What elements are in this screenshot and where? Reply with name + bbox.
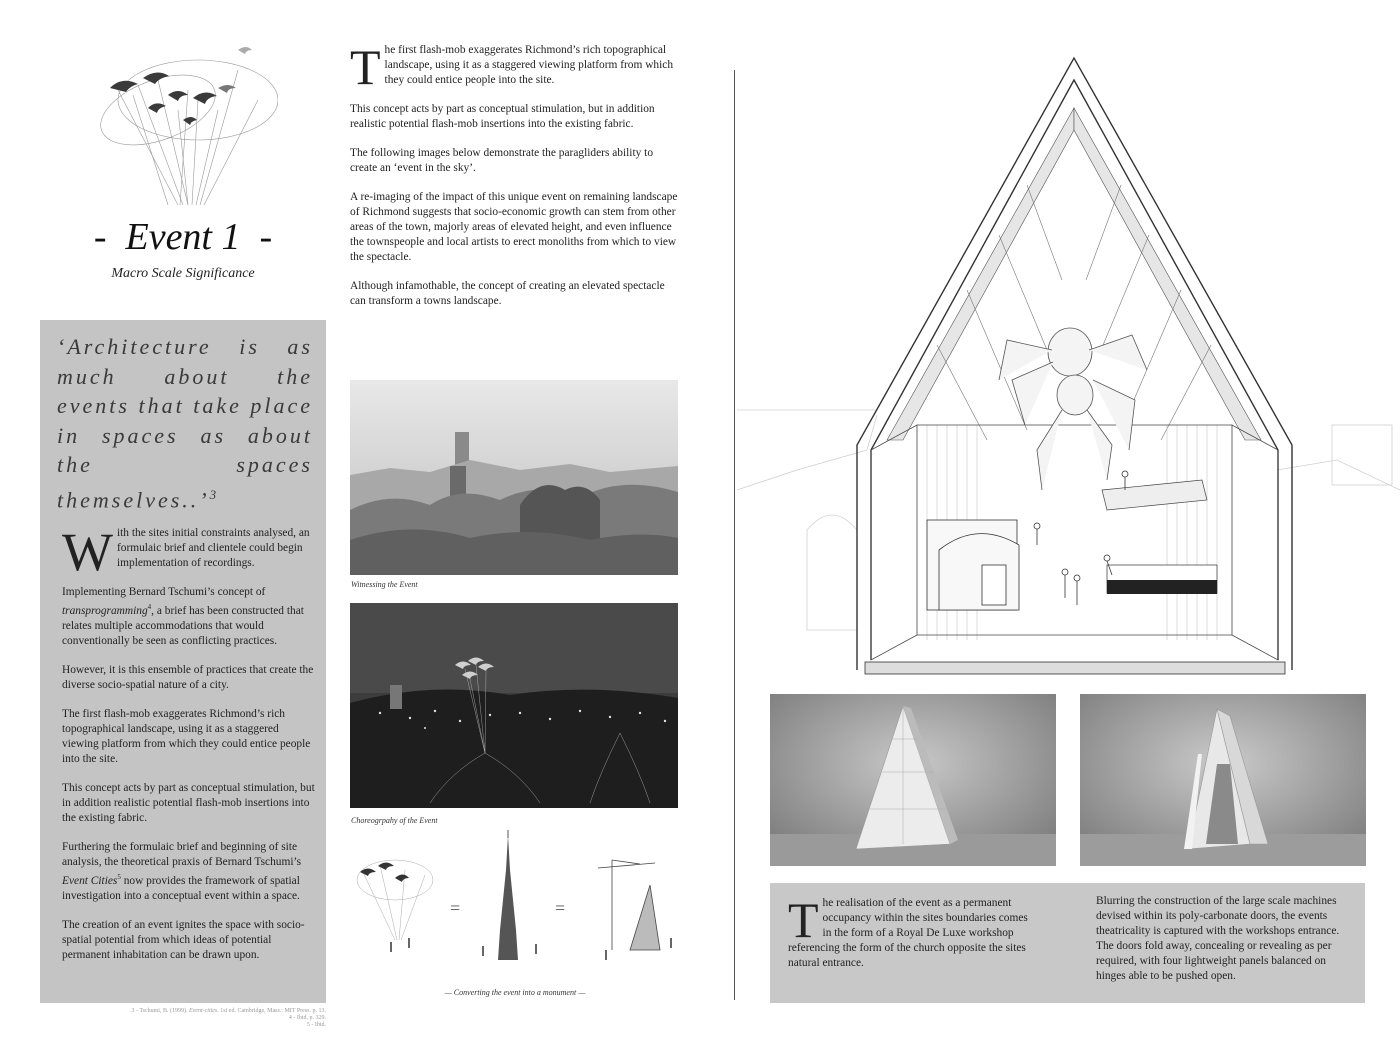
middle-paragraph-3: The following images below demonstrate the paragliders ability to create an ‘event in the sky’. xyxy=(350,147,654,174)
model-photo-closed xyxy=(770,694,1056,866)
p2-part-b: , a brief has been constructed that relates multiple accommodations that would conventionally be seen as conflicting practices. xyxy=(62,604,304,647)
p2-emphasis: transprogramming xyxy=(62,604,148,617)
p6-part-b: now provides the framework of spatial investigation into a conceptual event within a space. xyxy=(62,874,300,902)
quote-text: ‘Architecture is as much about the events that take place in spaces as about the spaces themselves..’ xyxy=(57,334,313,513)
caption-witnessing: Witnessing the Event xyxy=(351,580,418,589)
quote-ref: 3 xyxy=(209,486,220,502)
p6-part-a: Furthering the formulaic brief and beginning of site analysis, the theoretical praxis of Bernard Tschumi’s xyxy=(62,840,302,868)
paraglider-illustration xyxy=(88,40,278,210)
page-subtitle: Macro Scale Significance xyxy=(111,266,255,281)
middle-text-block xyxy=(350,39,680,323)
left-paragraph-7: The creation of an event ignites the space with socio-spatial potential from which ideas of potential permanent inhabitation can be drawn upon. xyxy=(62,918,305,961)
p2-footnote-ref: 4 xyxy=(147,603,152,611)
right-panel-right-text: Blurring the construction of the large scale machines devised within its poly-carbonate doors, the events theatricality is captured with the workshops entrance. The doors fold away, concealing or revealing as per required, with four lightweight panels balanced on hinges able to be pushed open. xyxy=(1096,895,1340,982)
middle-paragraph-4: A re-imaging of the impact of this unique event on remaining landscape of Richmond suggests that socio-economic growth can stem from other areas of the town, majorly areas of elevated height, and even influence the townspeople and local artists to erect monoliths from which to view the spectacle. xyxy=(350,191,678,263)
middle-paragraph-1 xyxy=(350,39,680,95)
left-intro-paragraph xyxy=(62,522,316,582)
right-panel-left-text xyxy=(788,892,1036,971)
dropcap-t: T xyxy=(350,39,381,95)
dropcap-t-right: T xyxy=(788,892,819,948)
middle-paragraph-2: This concept acts by part as conceptual stimulation, but in addition realistic potential flash-mob insertions into the existing fabric. xyxy=(350,103,655,130)
right-left-text-body: he realisation of the event as a permanent occupancy within the sites boundaries comes in the form of a Royal De Luxe workshop referencing the form of the church opposite the sites natural entrance. xyxy=(788,897,1028,969)
p6-emphasis: Event Cities xyxy=(62,874,118,887)
left-paragraph-5: This concept acts by part as conceptual stimulation, but in addition realistic potential flash-mob insertions into the existing fabric. xyxy=(62,781,315,824)
column-divider xyxy=(734,70,735,1000)
tower-sketch xyxy=(498,830,518,960)
photo-choreography-event xyxy=(350,603,678,808)
left-paragraph-6 xyxy=(62,840,316,904)
middle-paragraph-5: Although infamothable, the concept of creating an elevated spectacle can transform a towns landscape. xyxy=(350,280,665,307)
equals-sign-2: = xyxy=(555,898,566,918)
p2-part-a: Implementing Bernard Tschumi’s concept of xyxy=(62,586,266,598)
footnote-3-b: . 1st ed. Cambridge, Mass.: MIT Press. p. 13. xyxy=(217,1008,326,1014)
title-dash-left: - xyxy=(93,216,107,258)
caption-choreography: Choreogrpahy of the Event xyxy=(351,816,438,825)
equals-sign-1: = xyxy=(450,898,461,918)
page-title xyxy=(40,215,326,259)
left-panel-body xyxy=(62,522,316,977)
dropcap-w: W xyxy=(62,522,113,582)
diagram-caption: — Converting the event into a monument — xyxy=(444,988,586,997)
left-paragraph-4: The first flash-mob exaggerates Richmond’s rich topographical landscape, using it as a staggered viewing platform from which they could entice people into the site. xyxy=(62,707,311,765)
tschumi-quote xyxy=(57,332,313,515)
paraglider-sketch xyxy=(357,860,433,940)
footnotes xyxy=(40,1008,326,1029)
title-dash-right: - xyxy=(259,216,273,258)
left-intro-text: ith the sites initial constraints analysed, an formulaic brief and clientele could begin implementation of recordings. xyxy=(116,527,310,569)
p6-footnote-ref: 5 xyxy=(117,872,121,881)
event-to-monument-diagram xyxy=(350,830,680,980)
footnote-3-em: Event-cities xyxy=(188,1008,218,1014)
left-paragraph-3: However, it is this ensemble of practices that create the diverse socio-spatial nature of a city. xyxy=(62,663,314,691)
title-text: Event 1 xyxy=(125,216,241,258)
photo-witnessing-event xyxy=(350,380,678,575)
crane-monument-sketch xyxy=(598,860,660,950)
footnote-5: 5 - Ibid. xyxy=(306,1022,326,1028)
workshop-section-drawing xyxy=(737,50,1400,690)
footnote-4: 4 - Ibid, p. 329. xyxy=(288,1015,326,1021)
left-paragraph-2 xyxy=(62,585,316,649)
footnote-3 xyxy=(40,1008,326,1015)
middle-p1-text: he first flash-mob exaggerates Richmond’s rich topographical landscape, using it as a staggered viewing platform from which they could entice people into the site. xyxy=(384,44,674,86)
model-photo-open xyxy=(1080,694,1366,866)
footnote-3-a: 3 - Tschumi, B. (1999). xyxy=(131,1008,189,1014)
